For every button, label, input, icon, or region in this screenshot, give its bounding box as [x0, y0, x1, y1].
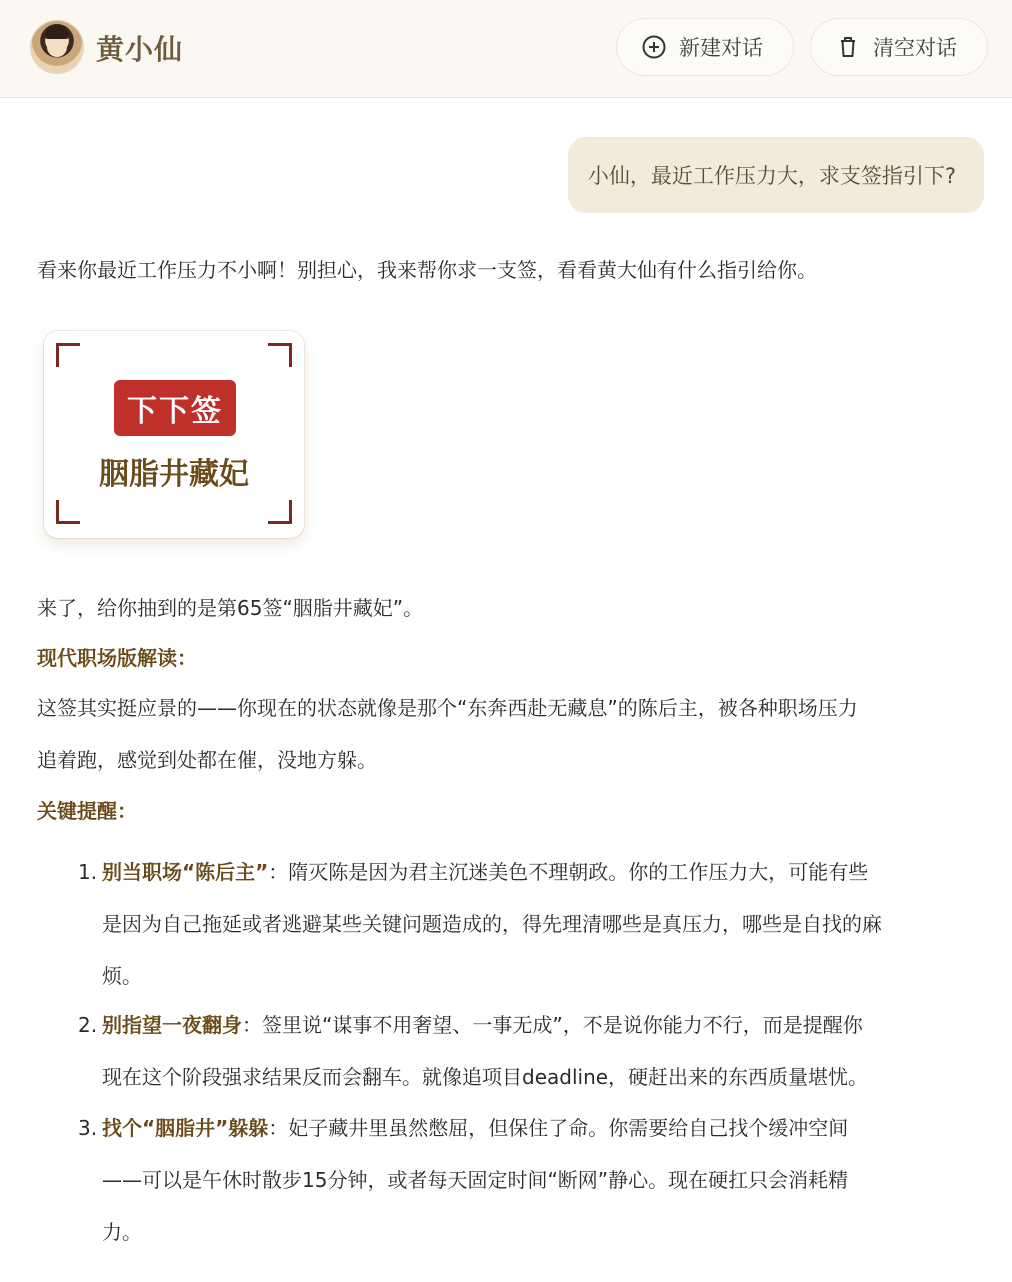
fortune-card	[44, 331, 304, 538]
drawn-text: 来了，给你抽到的是第65签“胭脂井藏妃”。	[37, 596, 424, 620]
list-item-text: ：隋灭陈是因为君主沉迷美色不理朝政。你的工作压力大，可能有些	[268, 860, 869, 884]
list-number: 3.	[78, 1116, 98, 1140]
clear-chat-button[interactable]	[810, 18, 988, 76]
avatar-face	[47, 37, 67, 57]
clear-chat-label: 清空对话	[873, 36, 957, 60]
section-heading: 现代职场版解读：	[37, 646, 197, 670]
list-item-title: 找个“胭脂井”躲躲	[102, 1116, 269, 1140]
list-number: 1.	[78, 860, 98, 884]
plus-circle-icon	[641, 34, 667, 60]
list-item-title: 别指望一夜翻身	[102, 1013, 242, 1037]
list-item-text: ——可以是午休时散步15分钟，或者每天固定时间“断网”静心。现在硬扛只会消耗精	[102, 1168, 849, 1192]
user-message-bubble	[568, 137, 984, 213]
reply-intro: 看来你最近工作压力不小啊！别担心，我来帮你求一支签，看看黄大仙有什么指引给你。	[37, 258, 817, 282]
new-chat-button[interactable]	[616, 18, 794, 76]
section-heading: 关键提醒：	[37, 799, 137, 823]
interpretation-line: 追着跑，感觉到处都在催，没地方躲。	[37, 748, 377, 772]
interpretation-line: 这签其实挺应景的——你现在的状态就像是那个“东奔西赴无藏息”的陈后主，被各种职场压力	[37, 696, 858, 720]
corner-bracket	[268, 343, 292, 367]
corner-bracket	[56, 500, 80, 524]
app-header	[0, 0, 1012, 98]
list-number: 2.	[78, 1013, 98, 1037]
list-item-text: ：妃子藏井里虽然憋屈，但保住了命。你需要给自己找个缓冲空间	[268, 1116, 849, 1140]
fortune-grade-badge: 下下签	[114, 380, 236, 436]
avatar	[31, 21, 83, 73]
list-item-title: 别当职场“陈后主”	[102, 860, 269, 884]
list-item-text: 现在这个阶段强求结果反而会翻车。就像追项目deadline，硬赶出来的东西质量堪忧。	[102, 1065, 869, 1089]
list-item	[78, 999, 988, 1103]
trash-icon	[835, 34, 861, 60]
corner-bracket	[268, 500, 292, 524]
list-item-text: ：签里说“谋事不用奢望、一事无成”，不是说你能力不行，而是提醒你	[242, 1013, 863, 1037]
list-item-text: 力。	[102, 1220, 142, 1244]
list-item	[78, 846, 988, 1002]
corner-bracket	[56, 343, 80, 367]
list-item-text: 是因为自己拖延或者逃避某些关键问题造成的，得先理清哪些是真压力，哪些是自找的麻	[102, 912, 882, 936]
list-item-text: 烦。	[102, 964, 142, 988]
new-chat-label: 新建对话	[679, 36, 763, 60]
fortune-name: 胭脂井藏妃	[99, 457, 249, 492]
app-title: 黄小仙	[96, 33, 184, 66]
user-message-text: 小仙，最近工作压力大，求支签指引下?	[587, 164, 956, 188]
avatar-hat	[45, 25, 69, 39]
list-item	[78, 1102, 988, 1258]
